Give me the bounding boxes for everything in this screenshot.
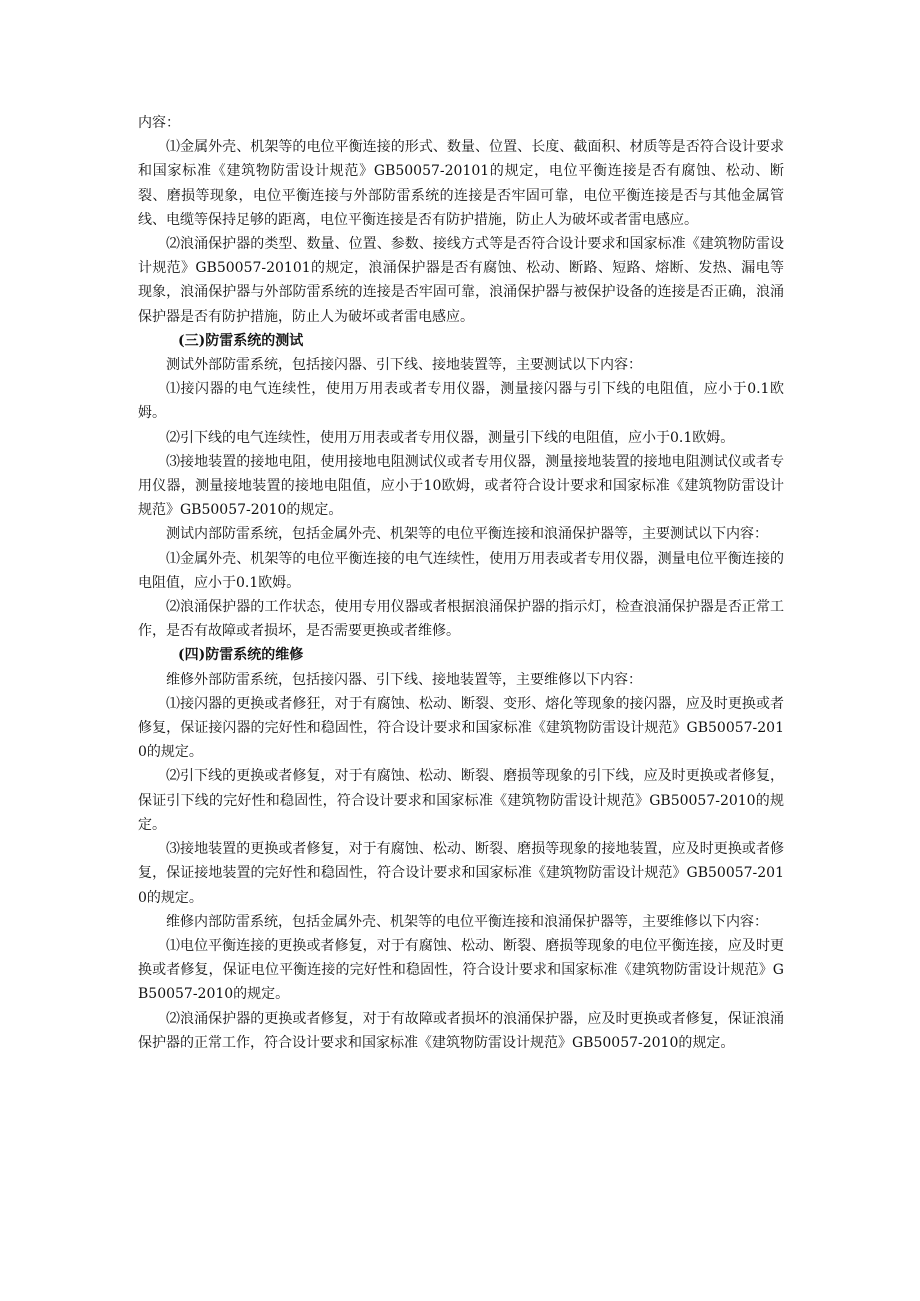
paragraph-repair-internal: 维修内部防雷系统，包括金属外壳、机架等的电位平衡连接和浪涌保护器等，主要维修以下内容： [166,913,768,930]
section-heading-maintenance: (四)防雷系统的维修 [178,647,304,664]
paragraph-test-spd: ⑵浪涌保护器的工作状态，使用专用仪器或者根据浪涌保护器的指示灯，检查浪涌保护器是否正常工作，是否有故障或者损坏，是否需要更换或者维修。 [138,599,784,640]
paragraph-repair-bonding: ⑴电位平衡连接的更换或者修复，对于有腐蚀、松动、断裂、磨损等现象的电位平衡连接，应及时更换或者修复，保证电位平衡连接的完好性和稳固性，符合设计要求和国家标准《建筑物防雷设计规范》GB50057-2010的规定。 [138,937,784,1003]
paragraph-repair-air-terminal: ⑴接闪器的更换或者修狂，对于有腐蚀、松动、断裂、变形、熔化等现象的接闪器，应及时更换或者修复，保证接闪器的完好性和稳固性，符合设计要求和国家标准《建筑物防雷设计规范》GB50057-2010的规定。 [138,695,784,761]
paragraph-test-external: 测试外部防雷系统，包括接闪器、引下线、接地装置等，主要测试以下内容： [166,357,642,374]
document-page [138,111,784,1055]
paragraph-test-bonding: ⑴金属外壳、机架等的电位平衡连接的电气连续性，使用万用表或者专用仪器，测量电位平衡连接的电阻值，应小于0.1欧姆。 [138,550,784,591]
paragraph-repair-external: 维修外部防雷系统，包括接闪器、引下线、接地装置等，主要维修以下内容： [166,671,642,688]
paragraph-test-air-terminal: ⑴接闪器的电气连续性，使用万用表或者专用仪器，测量接闪器与引下线的电阻值，应小于0.1欧姆。 [138,381,784,422]
paragraph-repair-down-conductor: ⑵引下线的更换或者修复，对于有腐蚀、松动、断裂、磨损等现象的引下线，应及时更换或者修复，保证引下线的完好性和稳固性，符合设计要求和国家标准《建筑物防雷设计规范》GB50057-2010的规定。 [138,768,784,833]
paragraph-inspect-spd: ⑵浪涌保护器的类型、数量、位置、参数、接线方式等是否符合设计要求和国家标准《建筑物防雷设计规范》GB50057-20101的规定，浪涌保护器是否有腐蚀、松动、断路、短路、熔断、发热、漏电等现象，浪涌保护器与外部防雷系统的连接是否牢固可靠，浪涌保护器与被保护设备的连接是否正确，浪涌保护器是否有防护措施，防止人为破坏或者雷电感应。 [138,236,784,325]
paragraph-repair-grounding: ⑶接地装置的更换或者修复，对于有腐蚀、松动、断裂、磨损等现象的接地装置，应及时更换或者修复，保证接地装置的完好性和稳固性，符合设计要求和国家标准《建筑物防雷设计规范》GB50057-2010的规定。 [138,841,784,906]
paragraph-intro: 内容： [138,115,180,131]
paragraph-test-internal: 测试内部防雷系统，包括金属外壳、机架等的电位平衡连接和浪涌保护器等，主要测试以下内容： [166,526,768,543]
paragraph-repair-spd: ⑵浪涌保护器的更换或者修复，对于有故障或者损坏的浪涌保护器，应及时更换或者修复，保证浪涌保护器的正常工作，符合设计要求和国家标准《建筑物防雷设计规范》GB50057-2010的规定。 [138,1010,784,1051]
section-heading-testing: (三)防雷系统的测试 [178,332,304,349]
paragraph-test-grounding: ⑶接地装置的接地电阻，使用接地电阻测试仪或者专用仪器，测量接地装置的接地电阻测试仪或者专用仪器，测量接地装置的接地电阻值，应小于10欧姆，或者符合设计要求和国家标准《建筑物防雷设计规范》GB50057-2010的规定。 [138,453,784,519]
paragraph-test-down-conductor: ⑵引下线的电气连续性，使用万用表或者专用仪器，测量引下线的电阻值，应小于0.1欧姆。 [166,429,735,446]
paragraph-inspect-bonding: ⑴金属外壳、机架等的电位平衡连接的形式、数量、位置、长度、截面积、材质等是否符合设计要求和国家标准《建筑物防雷设计规范》GB50057-20101的规定，电位平衡连接是否有腐蚀、松动、断裂、磨损等现象，电位平衡连接与外部防雷系统的连接是否牢固可靠，电位平衡连接是否与其他金属管线、电缆等保持足够的距离，电位平衡连接是否有防护措施，防止人为破坏或者雷电感应。 [138,139,784,228]
